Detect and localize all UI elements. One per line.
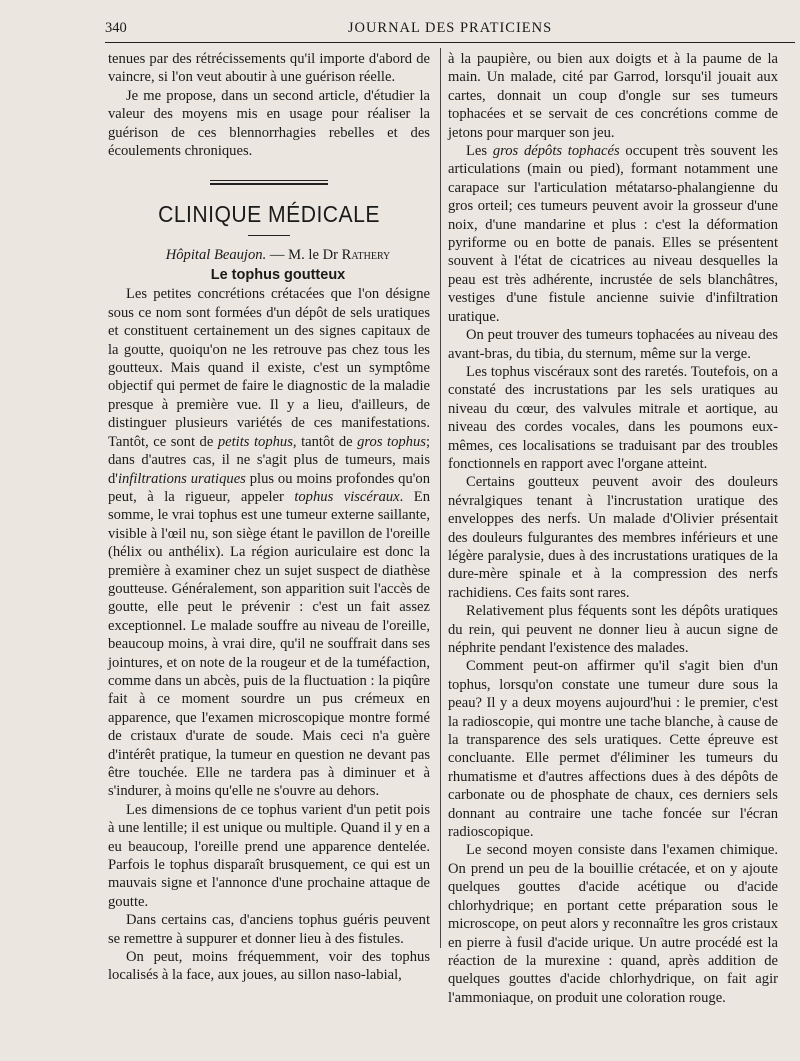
article-paragraph-3: Dans certains cas, d'anciens tophus guéris peuvent se remettre à suppurer et donner lieu à des fistules. [108, 912, 430, 947]
column-divider [440, 48, 441, 948]
italic-term: petits tophus [217, 433, 293, 450]
text-run: . En somme, le vrai tophus est une tumeur externe saillante, visible à l'œil nu, son siège étant le pavillon de l'oreille (hélix ou anthélix). La région auriculaire est donc la première à examiner chez un sujet suspect de diathèse goutteuse. Généralement, son apparition suit l'accès de goutte, elle peut le prévenir : c'est un fait assez exceptionnel. Le malade souffre au niveau de l'oreille, beaucoup moins, à vrai dire, qu'il ne souffrait dans ses jointures, et on note de la rougeur et de la tuméfaction, comme dans un abcès, puis de la fluctuation : la piqûre fait à ce moment sourdre un pus crémeux en apparence, que l'examen microscopique montre formé de cristaux d'urate de soude. Mais ceci n'a guère d'intérêt pratique, la tumeur en question ne devant pas être touchée. Elle ne tardera pas à diminuer et à s'indurer, à moins qu'elle ne s'ouvre au dehors. [108, 488, 430, 800]
article-paragraph-1 [108, 285, 430, 800]
italic-term: infiltrations uratiques [117, 470, 246, 487]
right-column [448, 50, 778, 1007]
article-paragraph-8: Certains goutteux peuvent avoir des douleurs névralgiques tenant à l'incrustation uratique des enveloppes des nerfs. Un malade d'Olivier présentait des douleurs fulgurantes des membres inférieurs et une légère paralysie, dues à des incrustations uratiques de la dure-mère spinale et à la compression des nerfs rachidiens. Ces faits sont rares. [448, 474, 778, 601]
intro-paragraph-1: tenues par des rétrécissements qu'il importe d'abord de vaincre, si l'on veut aboutir à une guérison réelle. [108, 51, 430, 86]
article-title: Le tophus goutteux [210, 267, 346, 284]
text-run: plus ou moins profondes qu'on peut, à la rigueur, appeler [108, 470, 430, 505]
italic-term: tophus viscéraux [294, 488, 400, 505]
header-rule [105, 42, 795, 43]
left-column [108, 50, 430, 985]
intro-paragraph-2: Je me propose, dans un second article, d'étudier la valeur des moyens mis en usage pour réaliser la guérison de ces blennorrhagies rebelles et des écoulements chroniques. [108, 87, 430, 160]
journal-title: JOURNAL DES PRATICIENS [347, 20, 553, 36]
italic-term: gros dépôts tophacés [492, 143, 620, 160]
page-header [105, 18, 795, 40]
text-run: Les petites concrétions crétacées que l'on désigne sous ce nom sont formées d'un dépôt de sels uratiques et constituent certainement un des signes capitaux de la goutte, quoiqu'on ne les retrouve pas chez tous les goutteux. Mais quand il existe, c'est un symptôme objectif qui permet de faire le diagnostic de la maladie presque à première vue. Il y a lieu, d'ailleurs, de distinguer plusieurs variétés de ces manifestations. Tantôt, ce sont de [108, 286, 430, 450]
article-paragraph-7: Les tophus viscéraux sont des raretés. Toutefois, on a constaté des incrustations par les sels uratiques au niveau du cœur, des valvules mitrale et aortique, au niveau des cordes vocales, dans les poumons eux-mêmes, ces localisations se traduisant par des troubles fonctionnels en rapport avec l'organe atteint. [448, 363, 778, 472]
article-paragraph-5 [448, 142, 778, 326]
article-paragraph-6: On peut trouver des tumeurs tophacées au niveau des avant-bras, du tibia, du sternum, même sur la verge. [448, 327, 778, 362]
text-run: ; dans d'autres cas, il ne s'agit plus de tumeurs, mais d' [108, 433, 431, 487]
hospital-byline [108, 246, 430, 265]
author-name: Rathery [341, 247, 391, 264]
section-separator [210, 180, 328, 185]
page-number: 340 [105, 20, 127, 36]
text-run: occupent très souvent les articulations (main ou pied), formant notamment une carapace sur l'articulation métatarso-phalangienne du gros orteil; ces tumeurs peuvent avoir la grosseur d'une noix, d'une mandarine et plus : c'est la déformation pyriforme ou en botte de panais. Elles se présentent souvent à l'état de cicatrices au niveau desquelles la peau est très adhérente, incrustée de sels blanchâtres, vestiges d'une fistule ancienne suivie d'infiltration uratique. [448, 143, 778, 325]
author-prefix: — M. le Dr [269, 247, 338, 264]
article-paragraph-11: Le second moyen consiste dans l'examen chimique. On prend un peu de la bouillie crétacée, et on y ajoute quelques gouttes d'acide acétique ou d'acide chlorhydrique; en portant cette préparation sous le microscope, on peut alors y reconnaître les gros cristaux en pierre à fusil d'acide urique. Un autre procédé est la réaction de la murexine : quand, après addition de quelques gouttes d'acide chlorhydrique, on fait agir l'ammoniaque, on produit une coloration rouge. [448, 842, 778, 1006]
article-paragraph-2: Les dimensions de ce tophus varient d'un petit pois à une lentille; il est unique ou multiple. Quand il y en a eu beaucoup, l'oreille prend une apparence dentelée. Parfois le tophus disparaît brusquement, ce qui est un mauvais signe et l'annonce d'une prochaine attaque de goutte. [108, 801, 430, 910]
title-rule [248, 235, 290, 236]
hospital-name: Hôpital Beaujon. [165, 247, 267, 264]
continued-paragraph: à la paupière, ou bien aux doigts et à la paume de la main. Un malade, cité par Garrod, lorsqu'il jouait aux cartes, donnait un coup d'ongle sur ses tumeurs tophacées et se servait de ces concrétions comme de jetons pour marquer son jeu. [448, 51, 778, 141]
article-paragraph-10: Comment peut-on affirmer qu'il s'agit bien d'un tophus, lorsqu'on constate une tumeur dure sous la peau? Il y a deux moyens aujourd'hui : le premier, c'est la radioscopie, qui montre une tache blanche, à cause de la transparence des sels uratiques. Cette épreuve est concluante. Elle permet d'éliminer les tumeurs du rhumatisme et d'autres affections dues à des dépôts de carbonate ou de phosphate de chaux, ces derniers sels donnant au contraire une tache foncée sur l'écran radioscopique. [448, 658, 778, 841]
article-paragraph-9: Relativement plus féquents sont les dépôts uratiques du rein, qui peuvent ne donner lieu à aucun signe de néphrite pendant l'existence des malades. [448, 603, 778, 656]
text-run: , tantôt de [292, 433, 358, 450]
text-run: Les [466, 143, 493, 160]
italic-term: gros tophus [357, 433, 426, 450]
article-paragraph-4: On peut, moins fréquemment, voir des tophus localisés à la face, aux joues, au sillon naso-labial, [108, 949, 430, 984]
section-title: CLINIQUE MÉDICALE [158, 201, 380, 228]
